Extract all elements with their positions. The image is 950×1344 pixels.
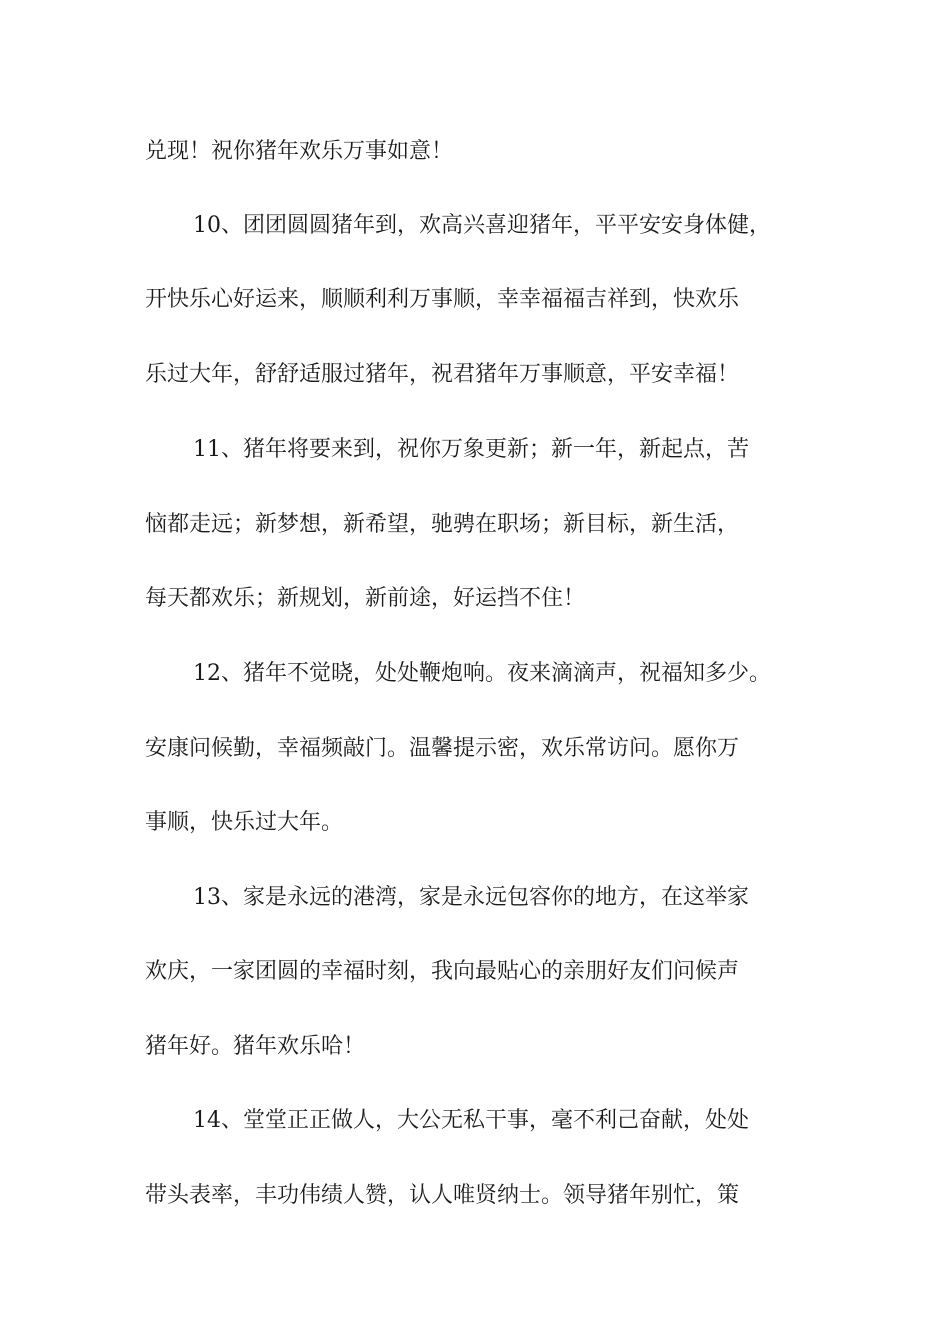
text-line: 兑现！祝你猪年欢乐万事如意！ bbox=[145, 139, 454, 164]
paragraph-14-start: 14、堂堂正正做人，大公无私干事，毫不利己奋献，处处 bbox=[193, 1108, 749, 1133]
text-line: 欢庆，一家团圆的幸福时刻，我向最贴心的亲朋好友们问候声 bbox=[145, 959, 740, 984]
text-line: 安康问候勤，幸福频敲门。温馨提示密，欢乐常访问。愿你万 bbox=[145, 736, 740, 761]
paragraph-11-start: 11、猪年将要来到，祝你万象更新；新一年，新起点，苦 bbox=[193, 437, 749, 462]
text-line: 带头表率，丰功伟绩人赞，认人唯贤纳士。领导猪年别忙，策 bbox=[145, 1183, 740, 1208]
paragraph-13-start: 13、家是永远的港湾，家是永远包容你的地方，在这举家 bbox=[193, 885, 749, 910]
text-line: 开快乐心好运来，顺顺利利万事顺，幸幸福福吉祥到，快欢乐 bbox=[145, 287, 740, 312]
text-line: 恼都走远；新梦想，新希望，驰骋在职场；新目标，新生活， bbox=[145, 512, 740, 537]
paragraph-12-start: 12、猪年不觉晓，处处鞭炮响。夜来滴滴声，祝福知多少。 bbox=[193, 661, 771, 686]
text-line: 猪年好。猪年欢乐哈！ bbox=[145, 1034, 366, 1059]
text-line: 事顺，快乐过大年。 bbox=[145, 810, 344, 835]
paragraph-10-start: 10、团团圆圆猪年到，欢高兴喜迎猪年，平平安安身体健， bbox=[193, 213, 771, 238]
text-line: 每天都欢乐；新规划，新前途，好运挡不住！ bbox=[145, 586, 586, 611]
text-line: 乐过大年，舒舒适服过猪年，祝君猪年万事顺意，平安幸福！ bbox=[145, 362, 740, 387]
